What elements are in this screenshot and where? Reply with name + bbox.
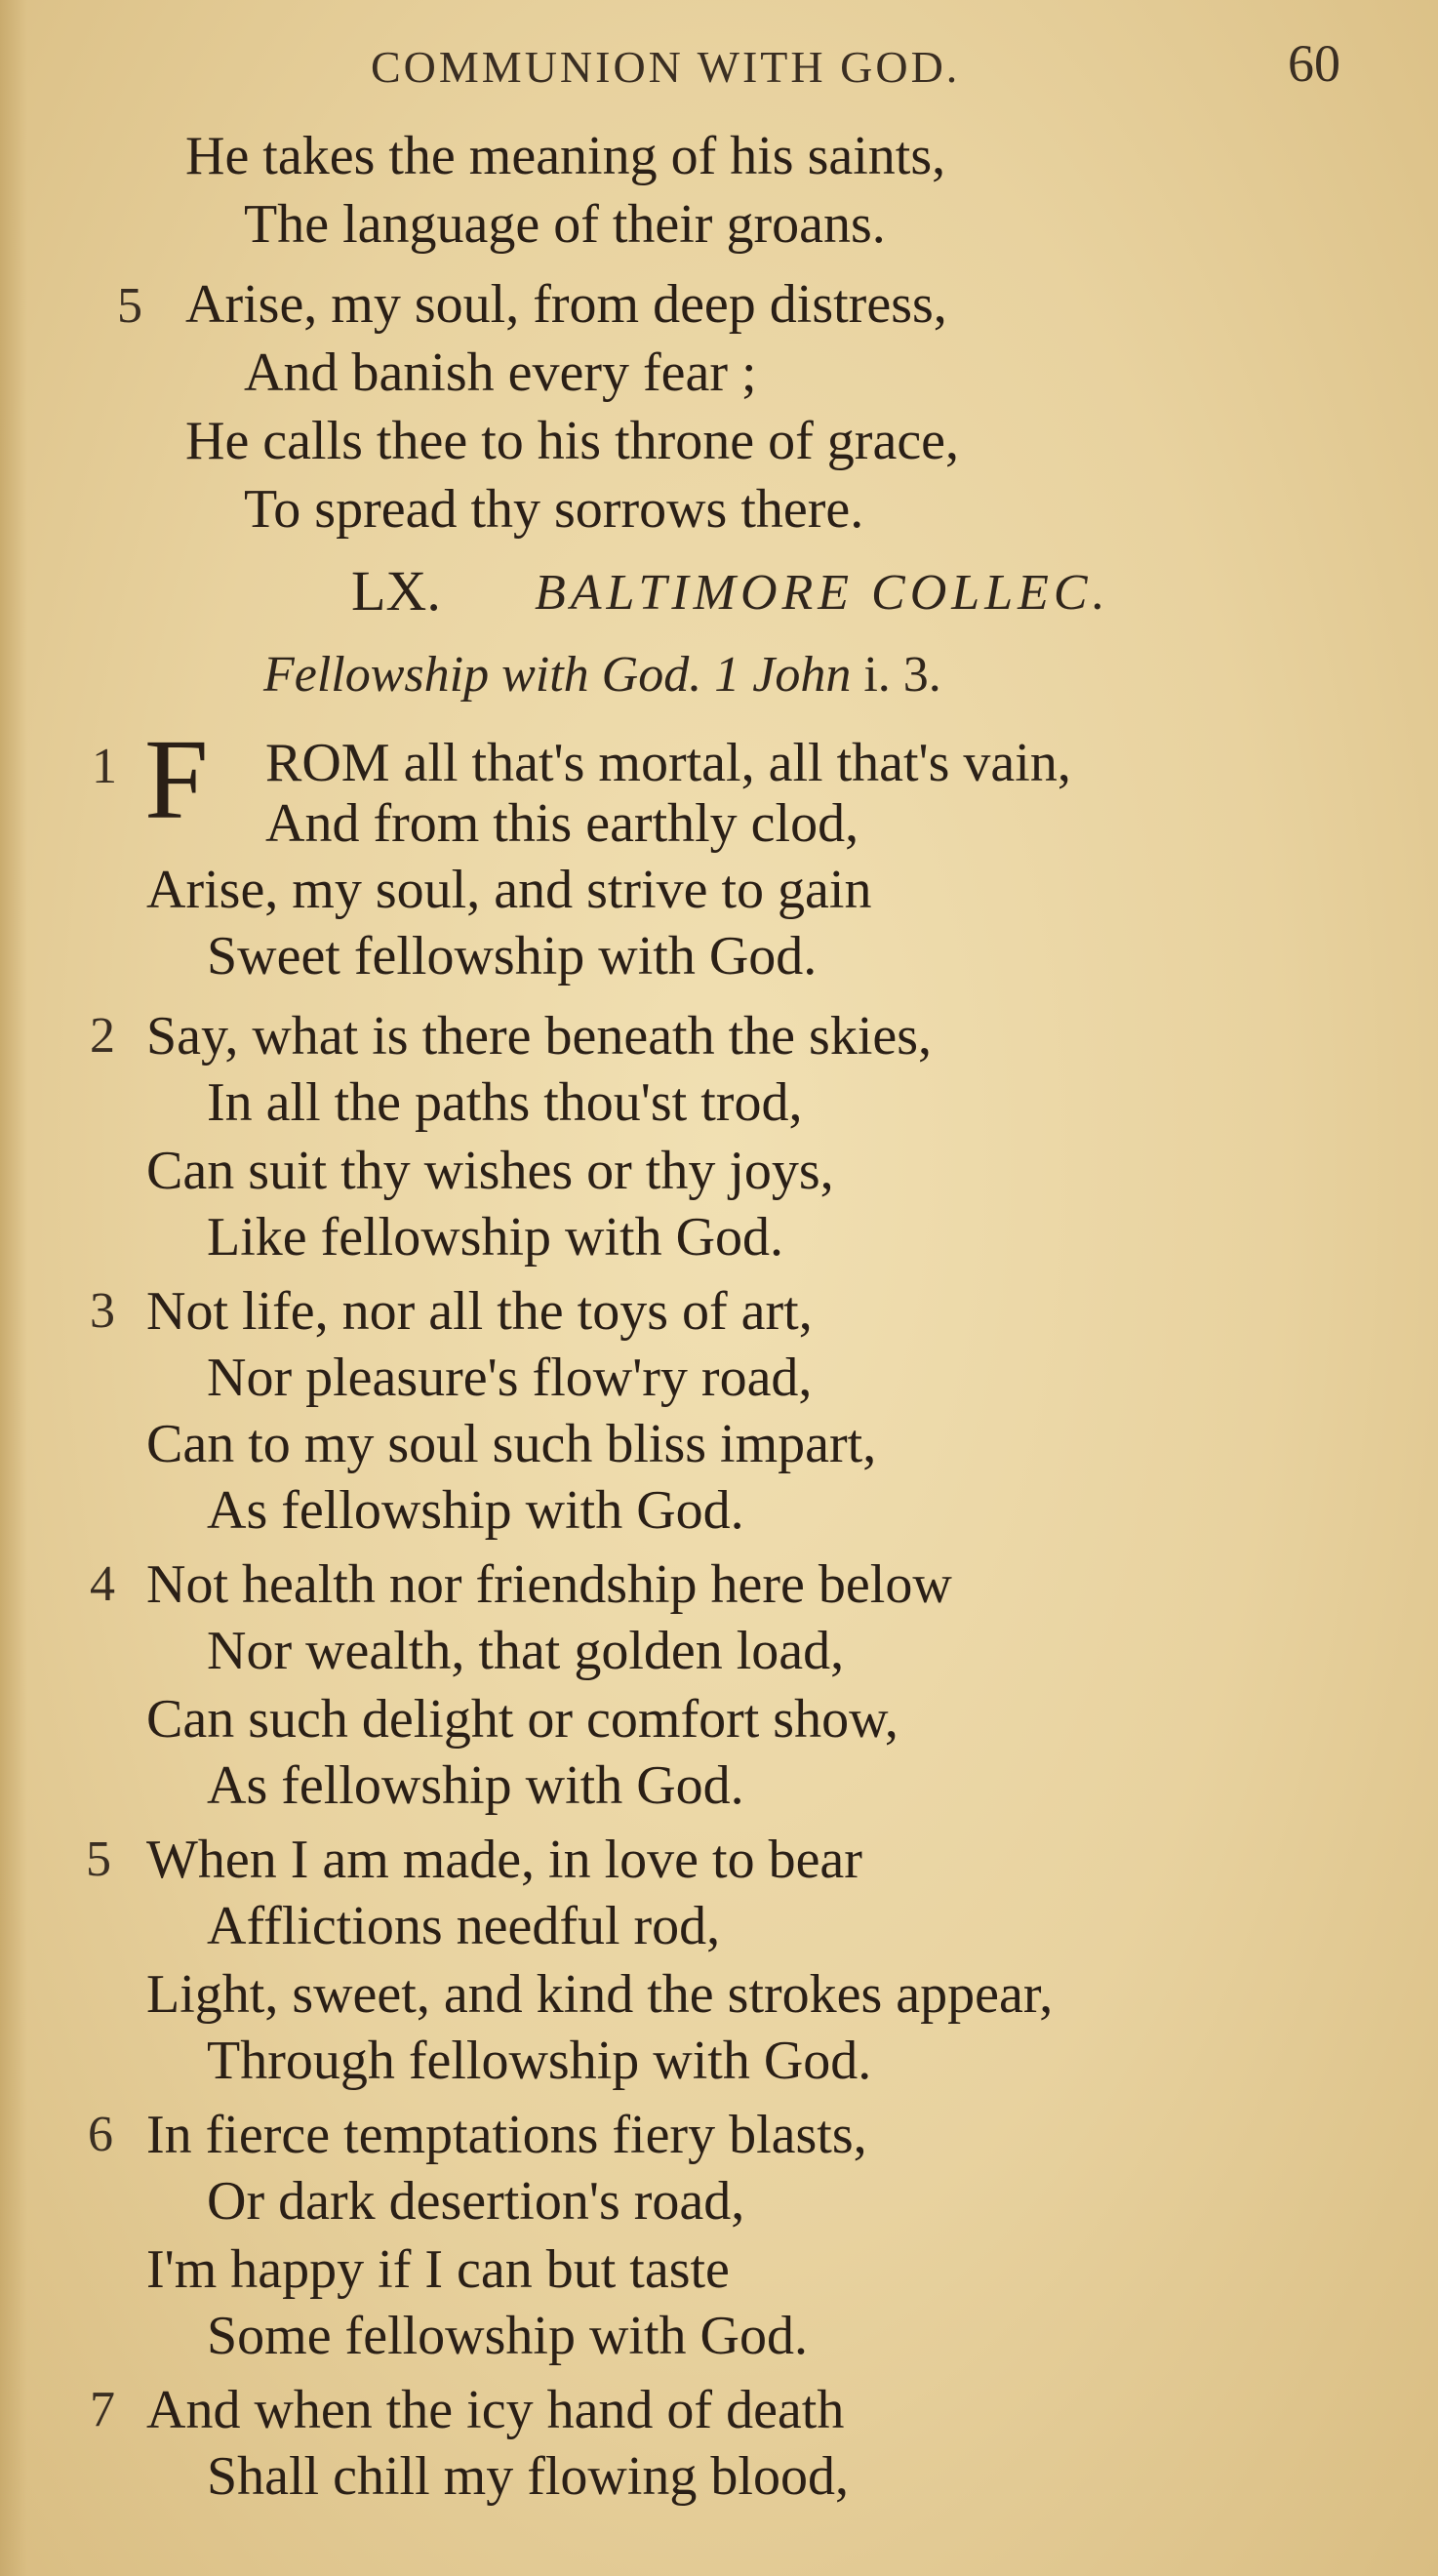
- verse-line: Can suit thy wishes or thy joys,: [146, 1141, 834, 1201]
- verse-line: Arise, my soul, and strive to gain: [146, 860, 872, 920]
- verse-line: In fierce temptations fiery blasts,: [146, 2105, 867, 2165]
- scripture-book: 1 John: [714, 647, 852, 703]
- verse-line: Sweet fellowship with God.: [207, 926, 818, 986]
- running-title: COMMUNION WITH GOD.: [371, 42, 961, 92]
- verse-number: 5: [117, 278, 142, 334]
- verse-line: Some fellowship with God.: [207, 2306, 808, 2366]
- verse-line: Can to my soul such bliss impart,: [146, 1414, 877, 1474]
- verse-line: And from this earthly clod,: [265, 793, 859, 854]
- prev-line-2: The language of their groans.: [244, 194, 886, 255]
- verse-line: I'm happy if I can but taste: [146, 2239, 730, 2300]
- verse-line: Like fellowship with God.: [207, 1207, 784, 1268]
- verse-line: Not life, nor all the toys of art,: [146, 1281, 813, 1342]
- verse-line: Nor pleasure's flow'ry road,: [207, 1348, 813, 1408]
- verse-number: 2: [90, 1008, 115, 1064]
- verse-number: 7: [90, 2382, 115, 2437]
- verse-line: As fellowship with God.: [207, 1755, 744, 1816]
- verse-line: Through fellowship with God.: [207, 2031, 872, 2091]
- drop-cap: F: [144, 715, 209, 843]
- verse-line: Or dark desertion's road,: [207, 2171, 745, 2232]
- verse-line: Can such delight or comfort show,: [146, 1689, 899, 1750]
- page-number: 60: [1288, 34, 1340, 93]
- verse-line: Say, what is there beneath the skies,: [146, 1006, 933, 1067]
- verse-line: And banish every fear ;: [244, 342, 757, 403]
- verse-number: 6: [88, 2107, 113, 2162]
- hymn-subtitle: [263, 646, 941, 704]
- verse-line: Light, sweet, and kind the strokes appear,: [146, 1964, 1054, 2025]
- verse-line: As fellowship with God.: [207, 1480, 744, 1541]
- tune-name: BALTIMORE COLLEC.: [535, 565, 1110, 621]
- verse-line: When I am made, in love to bear: [146, 1830, 862, 1890]
- verse-line: He calls thee to his throne of grace,: [185, 411, 960, 471]
- verse-number: 3: [90, 1283, 115, 1339]
- verse-line: Not health nor friendship here below: [146, 1554, 952, 1615]
- hymn-number: LX.: [351, 559, 441, 623]
- verse-line: Afflictions needful rod,: [207, 1896, 721, 1956]
- verse-line: To spread thy sorrows there.: [244, 479, 864, 540]
- verse-number: 1: [92, 739, 117, 794]
- verse-line: In all the paths thou'st trod,: [207, 1072, 803, 1133]
- verse-line: And when the icy hand of death: [146, 2380, 845, 2440]
- verse-number: 5: [86, 1831, 111, 1887]
- verse-line: Arise, my soul, from deep distress,: [185, 274, 947, 335]
- scripture-verse: i. 3.: [863, 647, 941, 703]
- verse-line: ROM all that's mortal, all that's vain,: [265, 733, 1071, 793]
- subtitle-title: Fellowship with God.: [263, 647, 702, 703]
- verse-number: 4: [90, 1556, 115, 1612]
- verse-line: Shall chill my flowing blood,: [207, 2446, 849, 2507]
- verse-line: Nor wealth, that golden load,: [207, 1621, 845, 1681]
- prev-line-1: He takes the meaning of his saints,: [185, 126, 946, 186]
